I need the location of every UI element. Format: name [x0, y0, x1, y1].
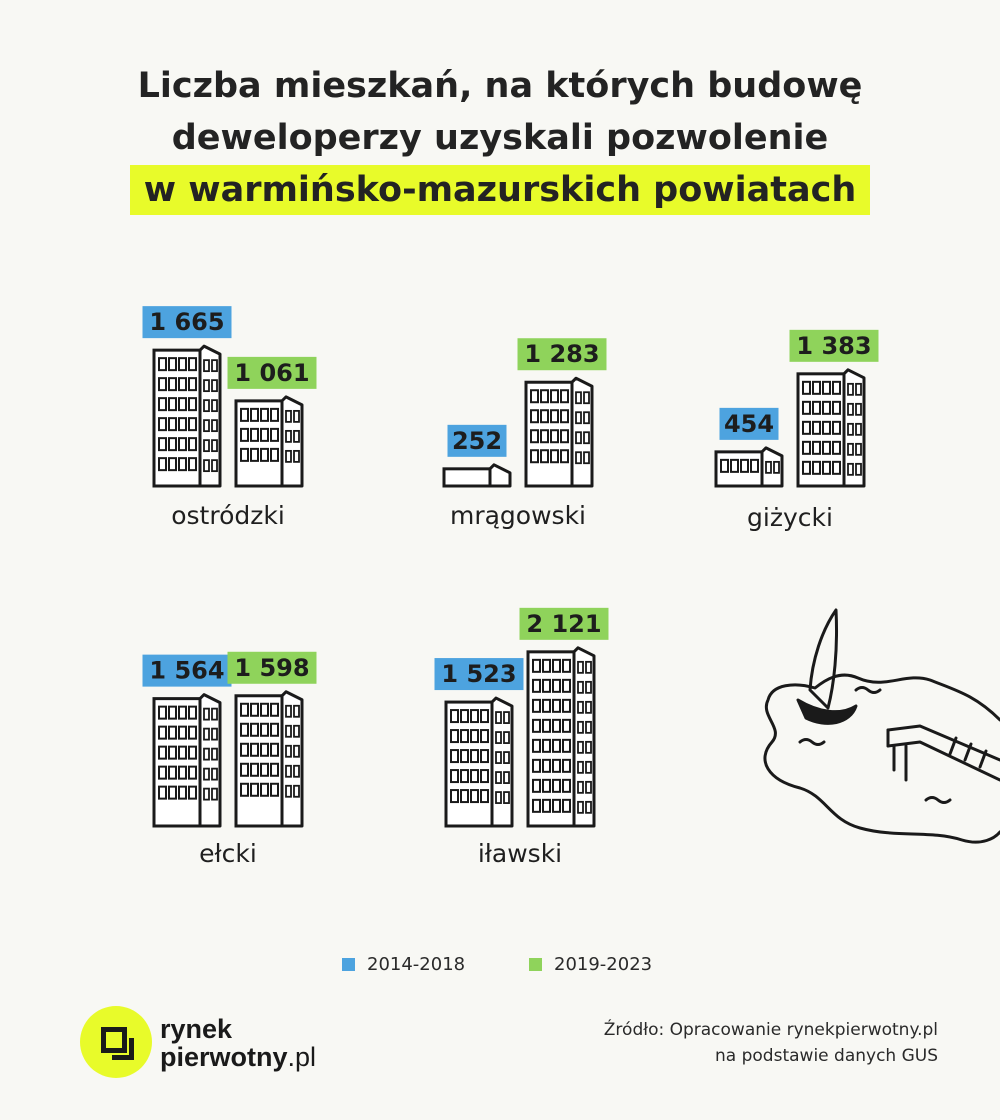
- category-label: iławski: [477, 839, 563, 868]
- value-label: 1 283: [524, 340, 600, 369]
- value-label: 1 523: [441, 660, 517, 689]
- logo-text-line-1: rynek: [160, 1014, 233, 1044]
- title-line-3-highlighted: w warmińsko-mazurskich powiatach: [130, 165, 871, 215]
- logo-text-line-2: [160, 1042, 316, 1072]
- category-label: mrągowski: [449, 501, 587, 530]
- rynekpierwotny-logo[interactable]: [80, 1006, 340, 1080]
- legend-swatch-blue: [342, 958, 355, 971]
- bar-green-2: [798, 370, 864, 486]
- source-note: [604, 1017, 938, 1069]
- value-label: 1 061: [234, 358, 310, 387]
- lake-sailboat-illustration: [765, 610, 1000, 842]
- value-label: 1 383: [796, 331, 872, 360]
- bar-blue-2: [716, 448, 782, 486]
- bar-blue-3: [154, 695, 220, 826]
- bar-green-0: [236, 397, 302, 486]
- logo-circle: [80, 1006, 152, 1078]
- value-label: 1 665: [149, 308, 225, 337]
- bar-green-4: [528, 648, 594, 826]
- bar-green-1: [526, 378, 592, 486]
- bar-blue-1: [444, 465, 510, 486]
- bar-group: [143, 306, 879, 868]
- legend-item-2014-2018: [342, 954, 465, 975]
- value-label: 1 598: [234, 653, 310, 682]
- bar-blue-0: [154, 346, 220, 486]
- value-label: 252: [451, 426, 503, 455]
- legend-label: 2019-2023: [554, 954, 653, 975]
- value-label: 454: [723, 409, 775, 438]
- title-line-2: deweloperzy uzyskali pozwolenie: [171, 118, 829, 158]
- logo-text-suffix: .pl: [287, 1042, 317, 1072]
- value-label: 1 564: [149, 656, 225, 685]
- logo-text-main: pierwotny: [160, 1042, 288, 1072]
- title-line-1: Liczba mieszkań, na których budowę: [137, 66, 863, 106]
- legend-label: 2014-2018: [367, 954, 466, 975]
- category-label: giżycki: [747, 503, 833, 532]
- category-label: ostródzki: [171, 501, 285, 530]
- bar-blue-4: [446, 698, 512, 826]
- legend-item-2019-2023: [529, 954, 652, 975]
- source-line-2: na podstawie danych GUS: [715, 1046, 938, 1066]
- category-label: ełcki: [199, 839, 257, 868]
- legend-swatch-green: [529, 958, 542, 971]
- bar-green-3: [236, 692, 302, 826]
- logo-square-icon: [101, 1027, 127, 1053]
- source-line-1: Źródło: Opracowanie rynekpierwotny.pl: [603, 1020, 938, 1040]
- value-label: 2 121: [526, 609, 602, 638]
